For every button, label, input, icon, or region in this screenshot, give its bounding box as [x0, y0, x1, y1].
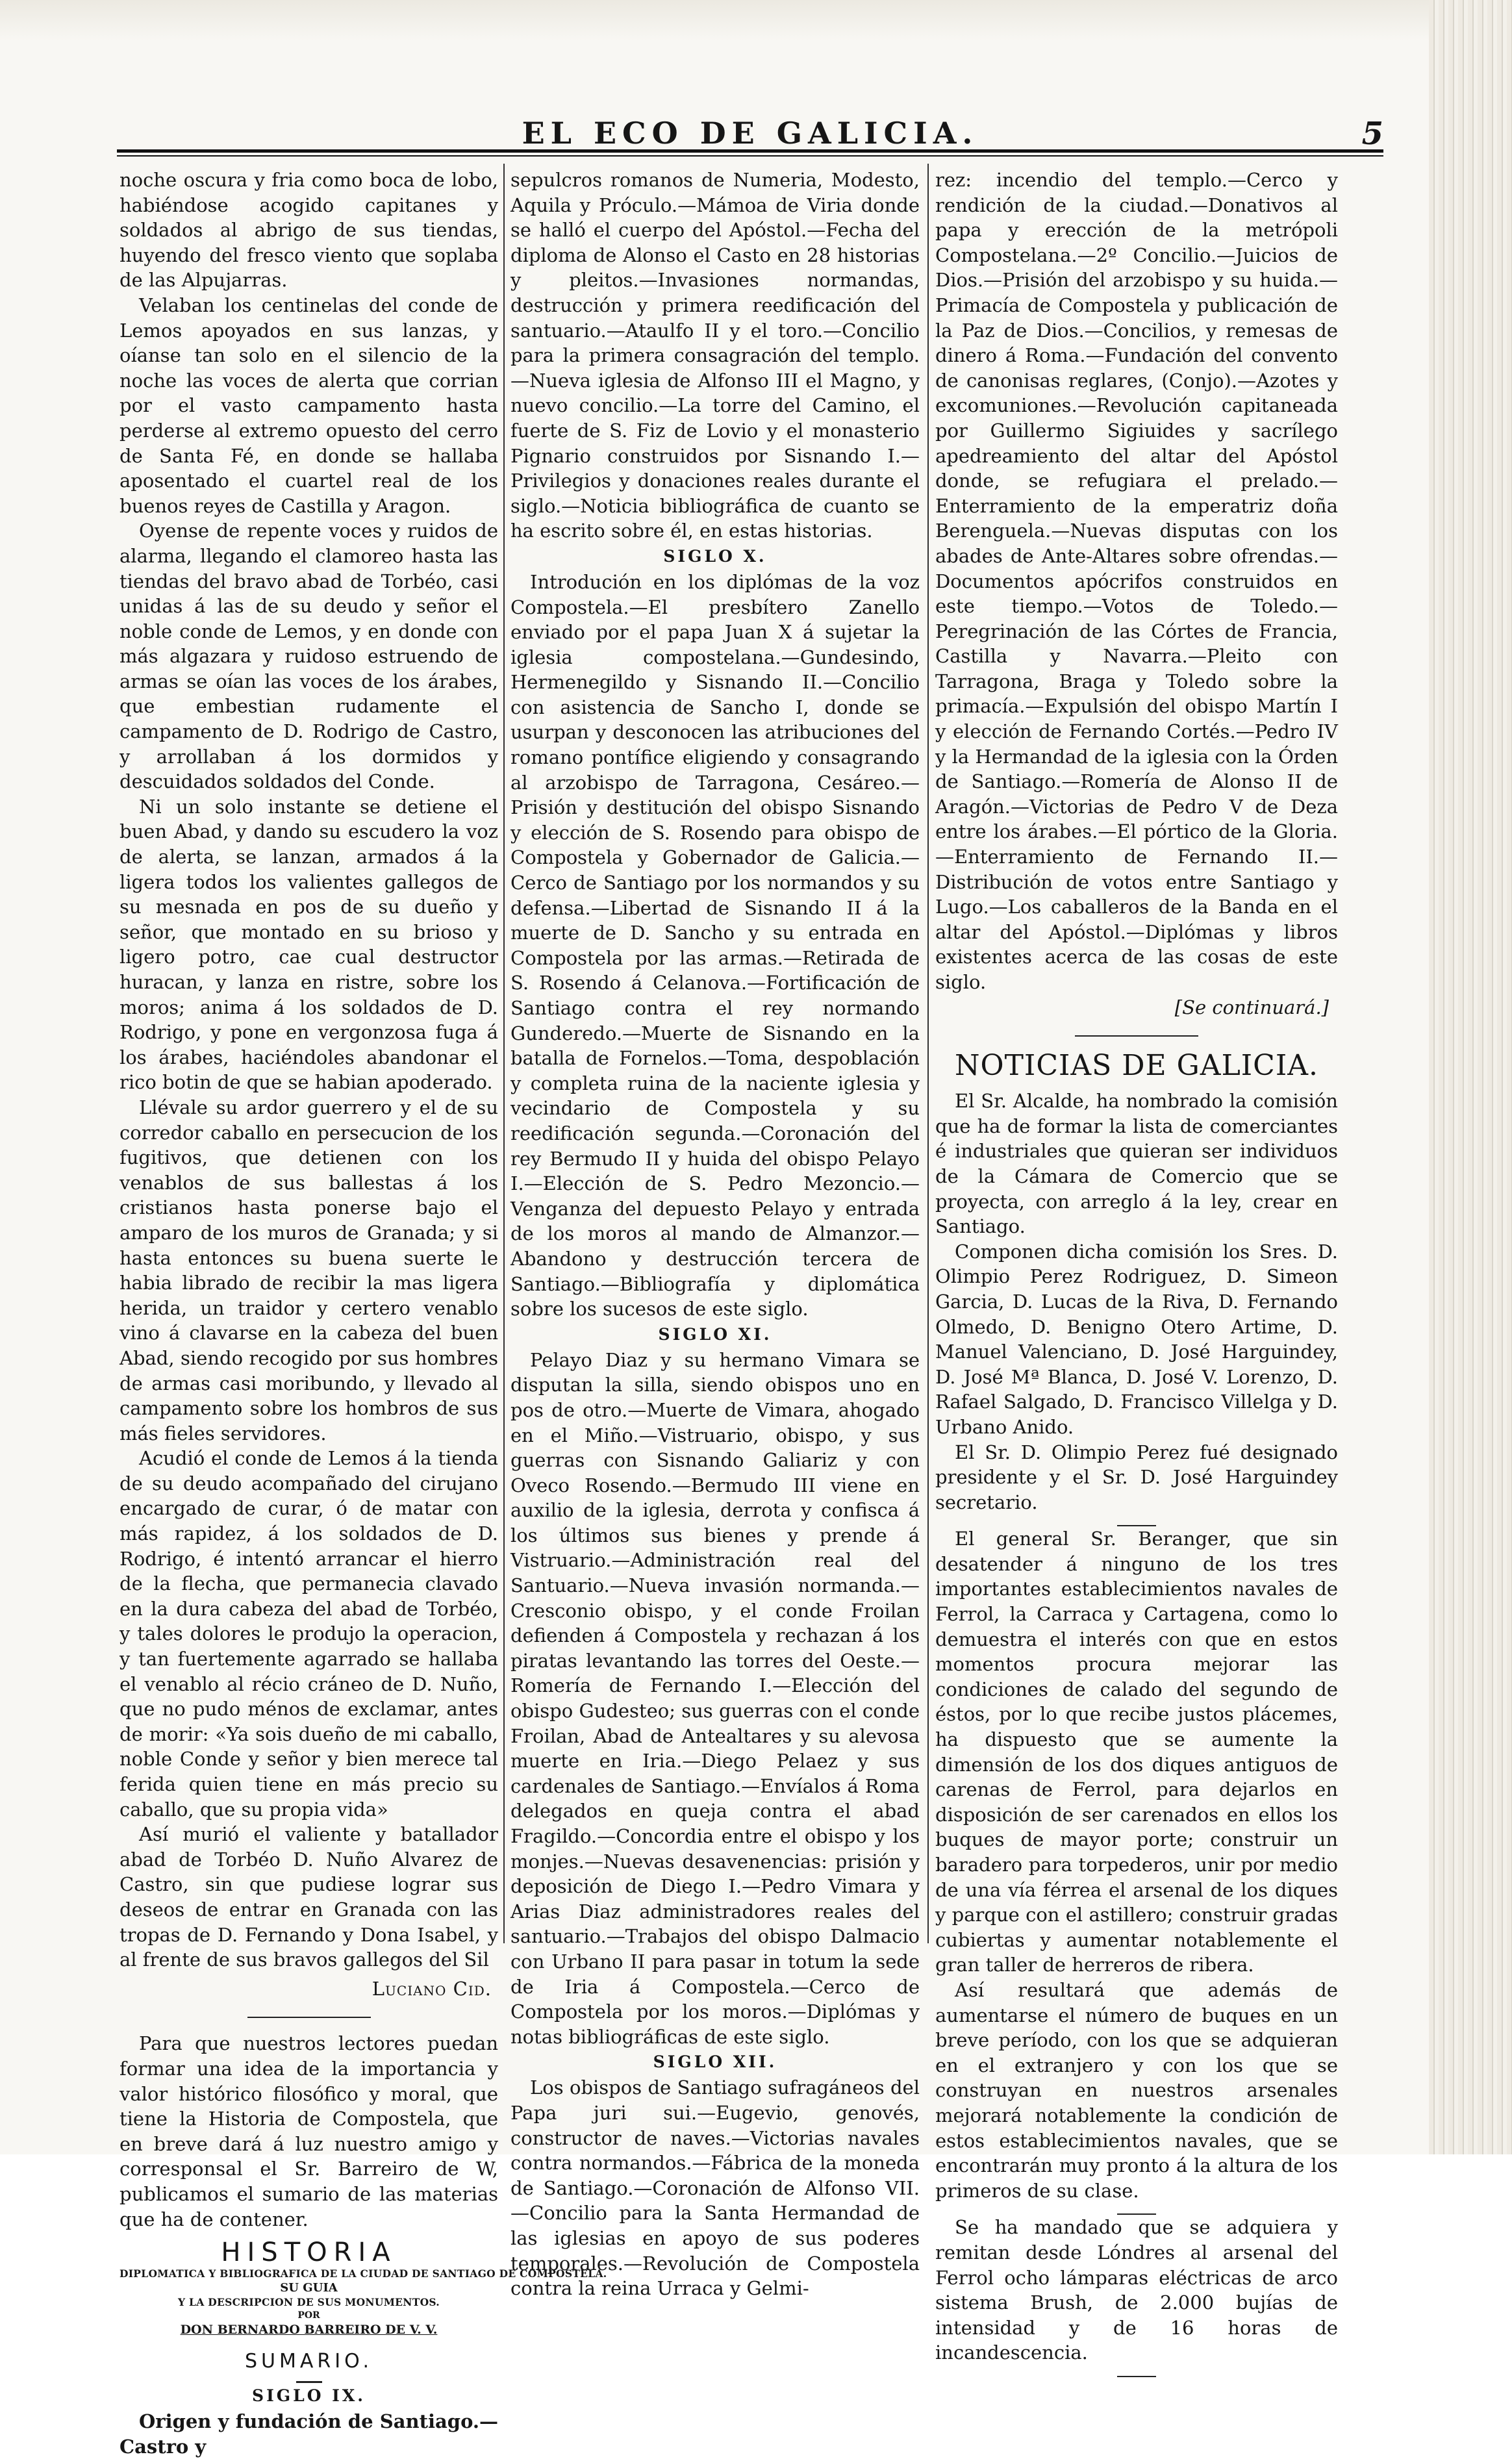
siglo-xii-continued: rez: incendio del templo.—Cerco y rendición de la ciudad.—Donativos al papa y erección de la metrópoli Compostelana.—2º Concilio.—Juicios de Dios.—Prisión del arzobispo y su huida.—Primacía de Compostela y publicación de la Paz de Dios.—Concilios, y remesas de dinero á Roma.—Fundación del convento de canonisas reglares, (Conjo).—Azotes y excomuniones.—Revolución capitaneada por Guillermo Sigiuides y sacrílego apedreamiento del altar del Apóstol donde, se refugiara el prelado.—Enterramiento de la emperatriz doña Berenguela.—Nuevas disputas con los abades de Ante-Altares sobre ofrendas.—Documentos apócrifos construidos en este tiempo.—Votos de Toledo.—Peregrinación de las Córtes de Francia, Castilla y Navarra.—Pleito con Tarragona, Braga y Toledo sobre la primacía.—Expulsión del obispo Martín I y elección de Fernando Cortés.—Pedro IV y la Hermandad de la iglesia con la Órden de Santiago.—Romería de Alonso II de Aragón.—Victorias de Pedro V de Deza entre los árabes.—El pórtico de la Gloria.—Enterramiento de Fernando II.—Distribución de votos entre Santiago y Lugo.—Los caballeros de la Banda en el altar del Apóstol.—Diplómas y libros existentes acerca de las cosas de este siglo.: [935, 169, 1338, 993]
newspaper-title: EL ECO DE GALICIA.: [522, 116, 979, 151]
news-paragraph: Se ha mandado que se adquiera y remitan desde Lóndres al arsenal del Ferrol ocho lámparas eléctricas de arco sistema Brush, de 2.000 bujías de intensidad y de 16 horas de incandescencia.: [935, 2216, 1338, 2364]
article-signature: Luciano Cid.: [372, 1977, 492, 2000]
column-2: [510, 168, 920, 2301]
news-paragraph: Así resultará que además de aumentarse el número de buques en un breve período, con los que se adquieran en el extranjero y con los que se construyan en nuestros arsenales mejorará notablemente la condición de estos establecimientos navales, que se encontrarán muy pronto á la altura de los primeros de su clase.: [935, 1978, 1338, 2202]
column-3: [935, 168, 1338, 2377]
article-paragraph: Acudió el conde de Lemos á la tienda de su deudo acompañado del cirujano encargado de curar, ó de matar con más rapidez, á los soldados de D. Rodrigo, é intentó arrancar el hierro de la flecha, que permanecia clavado en la dura cabeza del abad de Torbéo, y tales dolores le produjo la operacion, y tan fuertemente agarrado se hallaba el venablo al récio cráneo de D. Nuño, que no pudo ménos de exclamar, antes de morir: «Ya sois dueño de mi caballo, noble Conde y señor y bien merece tal ferida quien tiene en más precio su caballo, que su propia vida»: [120, 1447, 498, 1821]
siglo-xii-text: Los obispos de Santiago sufragáneos del Papa juri sui.—Eugevio, genovés, constructor de naves.—Victorias navales contra normandos.—Fábrica de la moneda de Santiago.—Coronación de Alfonso VII.—Concilio para la Santa Hermandad de las iglesias en apoyo de sus poderes temporales.—Revolución de Compostela contra la reina Urraca y Gelmi-: [510, 2076, 920, 2300]
news-paragraph: El Sr. D. Olimpio Perez fué designado presidente y el Sr. D. José Harguindey secretario.: [935, 1441, 1338, 1513]
historia-descripcion: Y LA DESCRIPCION DE SUS MONUMENTOS.: [177, 2296, 440, 2309]
article-paragraph: Llévale su ardor guerrero y el de su corredor caballo en persecucion de los fugitivos, que detienen con los venablos de sus ballestas á los cristianos hasta ponerse bajo el amparo de los muros de Granada; y si hasta entonces su buena suerte le habia librado de recibir la mas ligera herida, un traidor y certero venablo vino á clavarse en la cabeza del buen Abad, siendo recogido por sus hombres de armas casi moribundo, y llevado al campamento sobre los hombros de sus más fieles servidores.: [120, 1096, 498, 1444]
column-divider: [927, 164, 929, 1943]
article-paragraph: Así murió el valiente y batallador abad de Torbéo D. Nuño Alvarez de Castro, sin que pudiese lograr sus deseos de entrar en Granada con las tropas de D. Fernando y Dona Isabel, y al frente de sus bravos gallegos del Sil: [120, 1823, 498, 1971]
article-paragraph: Velaban los centinelas del conde de Lemos apoyados en sus lanzas, y oíanse tan solo en el silencio de la noche las voces de alerta que corrian por el vasto campamento hasta perderse al extremo opuesto del cerro de Santa Fé, en donde se hallaba aposentado el cuartel real de los buenos reyes de Castilla y Aragon.: [120, 294, 498, 517]
siglo-ix-text: Origen y fundación de Santiago.—Castro y: [120, 2410, 498, 2458]
siglo-xi-heading: SIGLO XI.: [658, 1324, 772, 1344]
siglo-x-heading: SIGLO X.: [663, 546, 767, 566]
news-paragraph: El Sr. Alcalde, ha nombrado la comisión que ha de formar la lista de comerciantes é industriales que quieran ser individuos de la Cámara de Comercio que se proyecta, con arreglo á la ley, crear en Santiago.: [935, 1090, 1338, 1238]
siglo-xii-heading: SIGLO XII.: [653, 2052, 777, 2072]
historia-heading: HISTORIA: [221, 2238, 397, 2268]
masthead-rule: [117, 149, 1383, 153]
siglo-ix-continued: sepulcros romanos de Numeria, Modesto, Aquila y Próculo.—Mámoa de Viria donde se halló el cuerpo del Apóstol.—Fecha del diploma de Alonso el Casto en 28 historias y pleitos.—Invasiones normandas, destrucción y primera reedificación del santuario.—Ataulfo II y el toro.—Concilio para la primera consagración del templo.—Nueva iglesia de Alfonso III el Magno, y nuevo concilio.—La torre del Camino, el fuerte de S. Fiz de Lovio y el monasterio Pignario construidos por Sisnando I.—Privilegios y donaciones reales durante el siglo.—Noticia bibliográfica de cuanto se ha escrito sobre él, en estas historias.: [510, 169, 920, 542]
noticias-heading: NOTICIAS DE GALICIA.: [955, 1049, 1318, 1083]
article-paragraph: noche oscura y fria como boca de lobo, habiéndose acogido capitanes y soldados al abrigo de sus tiendas, huyendo del fresco viento que soplaba de las Alpujarras.: [120, 169, 498, 292]
ornament-divider: [120, 2013, 498, 2019]
page-top-edge: [0, 0, 1512, 40]
sumario-heading: SUMARIO.: [244, 2350, 373, 2373]
intro-paragraph: Para que nuestros lectores puedan formar una idea de la importancia y valor histórico filosófico y moral, que tiene la Historia de Compostela, que en breve dará á luz nuestro amigo y corresponsal el Sr. Barreiro de W, publicamos el sumario de las materias que ha de contener.: [120, 2032, 498, 2230]
news-paragraph: Componen dicha comisión los Sres. D. Olimpio Perez Rodriguez, D. Simeon Garcia, D. Lucas de la Riva, D. Fernando Olmedo, D. Benigno Otero Artime, D. Manuel Valenciano, D. José Harguindey, D. José Mª Blanca, D. José V. Lorenzo, D. Rafael Salgado, D. Francisco Villelga y D. Urbano Anido.: [935, 1240, 1338, 1438]
short-dash: [120, 2373, 498, 2383]
column-divider: [503, 164, 505, 1943]
historia-author: DON BERNARDO BARREIRO DE V. V.: [180, 2323, 438, 2338]
continued-note: [Se continuará.]: [1174, 996, 1329, 1018]
historia-su-guia: SU GUIA: [280, 2281, 338, 2295]
siglo-x-text: Introdución en los diplómas de la voz Compostela.—El presbítero Zanello enviado por el papa Juan X á sujetar la iglesia compostelana.—Gundesindo, Hermenegildo y Sisnando II.—Concilio con asistencia de Sancho I, donde se usurpan y desconocen las atribuciones del romano pontífice eligiendo y consagrando al arzobispo de Tarragona, Cesáreo.—Prisión y destitución del obispo Sisnando y elección de S. Rosendo para obispo de Compostela y Gobernador de Galicia.—Cerco de Santiago por los normandos y su defensa.—Libertad de Sisnando II á la muerte de D. Sancho y su entrada en Compostela por las armas.—Retirada de S. Rosendo á Celanova.—Fortificación de Santiago contra el rey normando Gunderedo.—Muerte de Sisnando en la batalla de Fornelos.—Toma, despoblación y completa ruina de la naciente iglesia y vecindario de Compostela y su reedificación segunda.—Coronación del rey Bermudo II y huida del obispo Pelayo I.—Elección de S. Pedro Mezoncio.—Venganza del depuesto Pelayo y entrada de los moros al mando de Almanzor.—Abandono y destrucción tercera de Santiago.—Bibliografía y diplomática sobre los sucesos de este siglo.: [510, 570, 920, 1320]
ornament-divider: [935, 1031, 1338, 1038]
masthead: [117, 116, 1383, 152]
page-number: 5: [1361, 116, 1383, 152]
siglo-xi-text: Pelayo Diaz y su hermano Vimara se disputan la silla, siendo obispos uno en pos de otro.—Muerte de Vimara, ahogado en el Miño.—Vistruario, obispo, y sus guerras con Sisnando Galiariz y con Oveco Rosendo.—Bermudo III viene en auxilio de la iglesia, derrota y confisca á los últimos sus bienes y prende á Vistruario.—Administración real del Santuario.—Nueva invasión normanda.—Cresconio obispo, y el conde Froilan defienden á Compostela y rechazan á los piratas levantando las torres del Oeste.—Romería de Fernando I.—Elección del obispo Gudesteo; sus guerras con el conde Froilan, Abad de Antealtares y su alevosa muerte en Iria.—Diego Pelaez y sus cardenales de Santiago.—Envíalos á Roma delegados en queja contra el abad Fragildo.—Concordia entre el obispo y los monjes.—Nuevas desavenencias: prisión y deposición de Diego I.—Pedro Vimara y Arias Diaz administradores reales del santuario.—Trabajos del obispo Dalmacio con Urbano II para pasar in totum la sede de Iria á Compostela.—Cerco de Compostela por los moros.—Diplómas y notas bibliográficas de este siglo.: [510, 1348, 920, 2048]
short-rule: [935, 1515, 1338, 1526]
siglo-ix-heading: SIGLO IX.: [252, 2386, 366, 2406]
masthead-rule-thin: [117, 155, 1383, 157]
column-1: [120, 168, 607, 2459]
short-rule: [935, 2203, 1338, 2215]
short-rule: [935, 2365, 1338, 2377]
page-binding-edge: [1429, 0, 1512, 2154]
news-paragraph: El general Sr. Beranger, que sin desatender á ninguno de los tres importantes establecimientos navales de Ferrol, la Carraca y Cartagena, como lo demuestra el interés con que en estos momentos procura mejorar las condiciones de calado del segundo de éstos, por lo que recibe justos plácemes, ha dispuesto que se aumente la dimensión de los dos diques antiguos de carenas de Ferrol, para dejarlos en disposición de ser carenados en ellos los buques de mayor porte; construir un baradero para torpederos, unir por medio de una vía férrea el arsenal de los diques y parque con el astillero; construir gradas cubiertas y aumentar notablemente el gran taller de herreros de ribera.: [935, 1528, 1338, 1976]
article-paragraph: Ni un solo instante se detiene el buen Abad, y dando su escudero la voz de alerta, se lanzan, armados á la ligera todos los valientes gallegos de su mesnada en pos de su dueño y señor, que montado en su brioso y ligero potro, cae cual destructor huracan, y lanza en ristre, sobre los moros; anima á los soldados de D. Rodrigo, y pone en vergonzosa fuga á los árabes, haciéndoles abandonar el rico botin de que se habian apoderado.: [120, 795, 498, 1094]
article-paragraph: Oyense de repente voces y ruidos de alarma, llegando el clamoreo hasta las tiendas del bravo abad de Torbéo, casi unidas á las de su deudo y señor el noble conde de Lemos, y en donde con más algazara y ruidoso estruendo de armas se oían las voces de los árabes, que embestian rudamente el campamento de D. Rodrigo de Castro, y arrollaban á los dormidos y descuidados soldados del Conde.: [120, 520, 498, 793]
historia-subtitle: DIPLOMATICA Y BIBLIOGRAFICA DE LA CIUDAD DE SANTIAGO DE COMPOSTELA.: [120, 2267, 607, 2280]
historia-por: POR: [297, 2310, 320, 2321]
